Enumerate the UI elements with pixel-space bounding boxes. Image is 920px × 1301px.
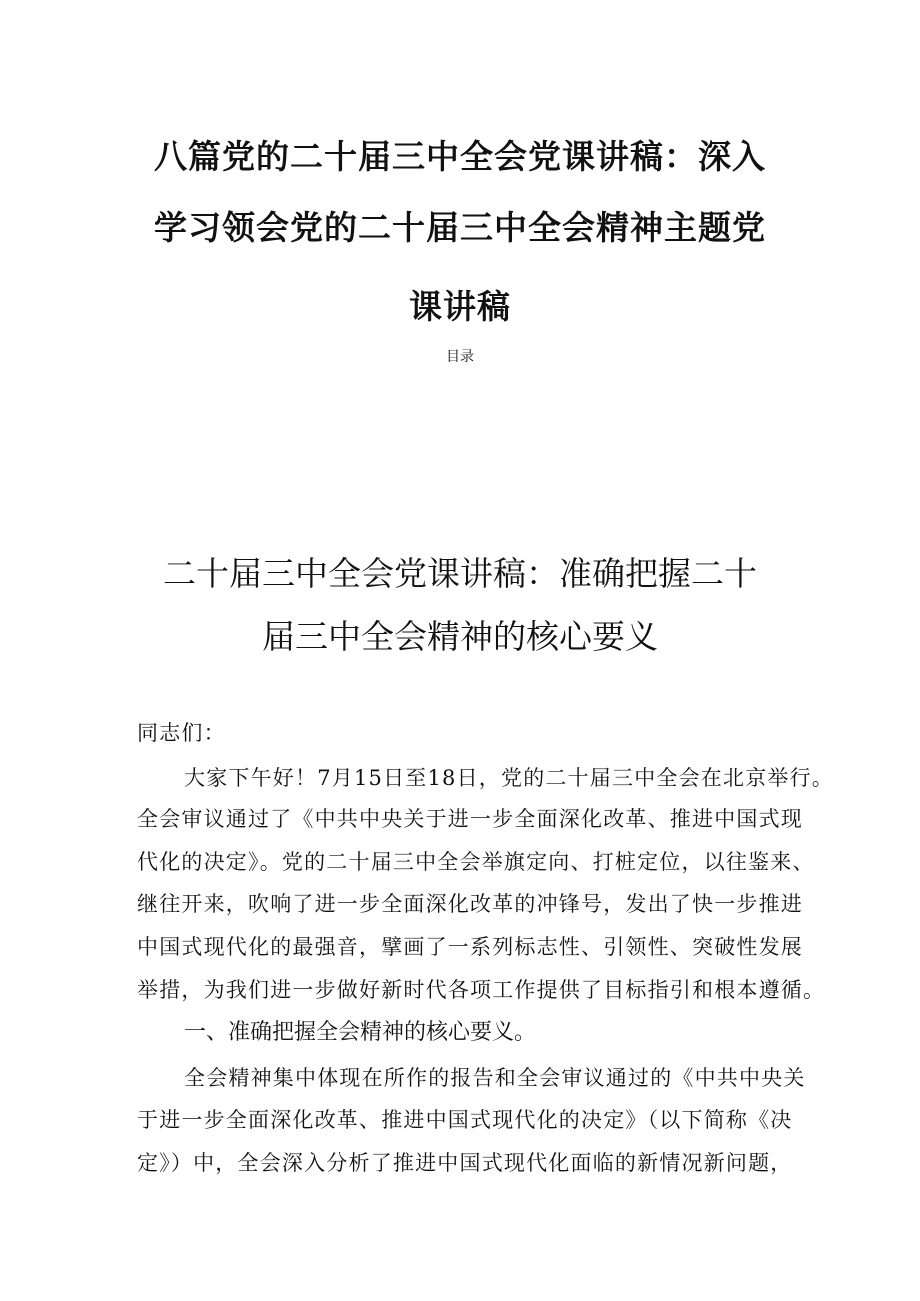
salutation: 同志们：: [137, 721, 226, 745]
paragraph2-line-1: 全会精神集中体现在所作的报告和全会审议通过的《中共中央关: [184, 1066, 806, 1090]
paragraph1-line-5: 中国式现代化的最强音，擘画了一系列标志性、引领性、突破性发展: [137, 935, 803, 959]
paragraph1-line-1: 大家下午好！7月15日至18日，党的二十届三中全会在北京举行。: [184, 766, 835, 790]
main-title-line-1: 八篇党的二十届三中全会党课讲稿：深入: [154, 137, 766, 176]
section-title-line-1: 二十届三中全会党课讲稿：准确把握二十: [163, 554, 757, 593]
toc-label: 目录: [446, 349, 474, 365]
section-title-line-2: 届三中全会精神的核心要义: [262, 617, 658, 656]
paragraph1-line-2: 全会审议通过了《中共中央关于进一步全面深化改革、推进中国式现: [137, 807, 803, 831]
paragraph1-line-3: 代化的决定》。党的二十届三中全会举旗定向、打桩定位，以往鉴来、: [137, 850, 815, 874]
main-title-line-3: 课讲稿: [409, 287, 511, 326]
paragraph1-line-6: 举措，为我们进一步做好新时代各项工作提供了目标指引和根本遵循。: [137, 978, 826, 1002]
heading-1: 一、准确把握全会精神的核心要义。: [184, 1020, 537, 1045]
paragraph2-line-3: 定》）中，全会深入分析了推进中国式现代化面临的新情况新问题，: [137, 1151, 793, 1175]
main-title-line-2: 学习领会党的二十届三中全会精神主题党: [154, 208, 766, 247]
paragraph1-line-4: 继往开来，吹响了进一步全面深化改革的冲锋号，发出了快一步推进: [137, 892, 803, 916]
paragraph2-line-2: 于进一步全面深化改革、推进中国式现代化的决定》（以下简称《决: [137, 1108, 793, 1132]
